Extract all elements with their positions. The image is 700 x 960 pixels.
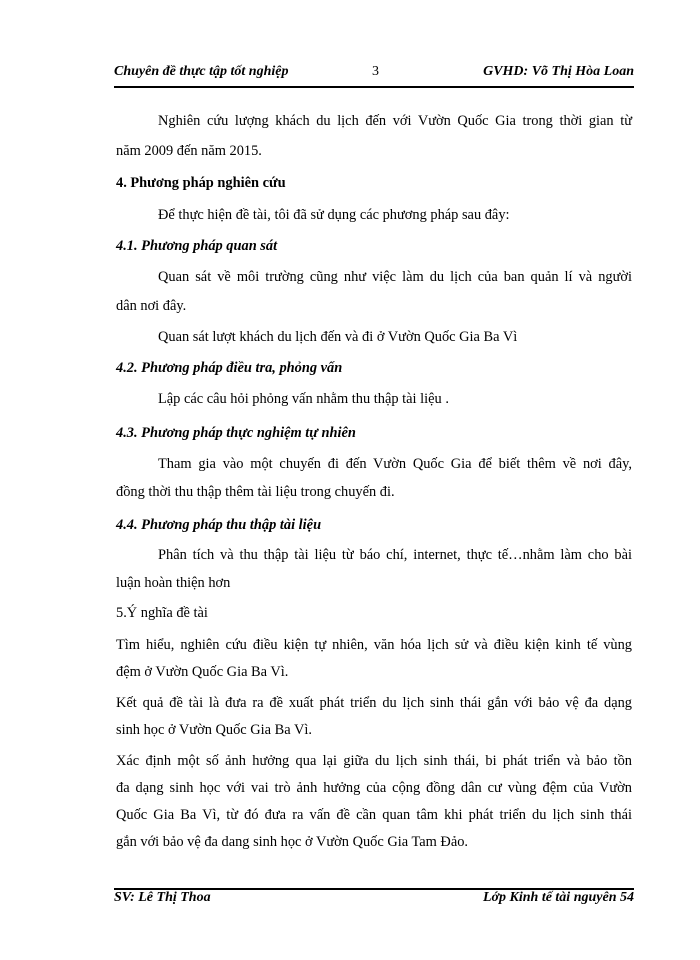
subsection-heading-4-1: 4.1. Phương pháp quan sát bbox=[116, 238, 278, 254]
footer-class-name: Lớp Kinh tế tài nguyên 54 bbox=[482, 890, 634, 905]
paragraph-line: đồng thời thu thập thêm tài liệu trong chuyến đi. bbox=[116, 484, 395, 500]
header-page-number: 3 bbox=[372, 64, 379, 79]
paragraph-line: Để thực hiện đề tài, tôi đã sử dụng các phương pháp sau đây: bbox=[158, 207, 510, 223]
subsection-heading-4-3: 4.3. Phương pháp thực nghiệm tự nhiên bbox=[116, 425, 356, 441]
footer-student-name: SV: Lê Thị Thoa bbox=[114, 890, 211, 905]
paragraph-line: Tìm hiểu, nghiên cứu điều kiện tự nhiên, văn hóa lịch sử và điều kiện kinh tế vùng bbox=[116, 637, 632, 653]
page-header bbox=[114, 64, 634, 88]
paragraph-line: Quan sát về môi trường cũng như việc làm du lịch của ban quản lí và người bbox=[158, 269, 632, 285]
paragraph-line: Quan sát lượt khách du lịch đến và đi ở Vườn Quốc Gia Ba Vì bbox=[158, 329, 518, 345]
subsection-heading-4-4: 4.4. Phương pháp thu thập tài liệu bbox=[116, 517, 322, 533]
paragraph-line: đa dạng sinh học với vai trò ảnh hưởng của cộng đồng dân cư vùng đệm của Vườn bbox=[116, 780, 632, 796]
paragraph-line: đệm ở Vườn Quốc Gia Ba Vì. bbox=[116, 664, 289, 680]
subsection-heading-4-2: 4.2. Phương pháp điều tra, phỏng vấn bbox=[116, 360, 343, 376]
section-heading-5: 5.Ý nghĩa đề tài bbox=[116, 605, 208, 621]
paragraph-line: sinh học ở Vườn Quốc Gia Ba Vì. bbox=[116, 722, 312, 738]
paragraph-line: Phân tích và thu thập tài liệu từ báo chí, internet, thực tế…nhằm làm cho bài bbox=[158, 547, 632, 563]
header-supervisor: GVHD: Võ Thị Hòa Loan bbox=[483, 64, 634, 79]
paragraph-line: luận hoàn thiện hơn bbox=[116, 575, 231, 591]
paragraph-line: năm 2009 đến năm 2015. bbox=[116, 143, 262, 159]
paragraph-line: Xác định một số ảnh hưởng qua lại giữa du lịch sinh thái, bi phát triển và bảo tồn bbox=[116, 753, 632, 769]
paragraph-line: Quốc Gia Ba Vì, từ đó đưa ra vấn đề cần quan tâm khi phát triển du lịch sinh thái bbox=[116, 807, 632, 823]
paragraph-line: Tham gia vào một chuyến đi đến Vườn Quốc Gia để biết thêm về nơi đây, bbox=[158, 456, 632, 472]
page-footer bbox=[114, 888, 634, 913]
paragraph-line: Nghiên cứu lượng khách du lịch đến với Vườn Quốc Gia trong thời gian từ bbox=[158, 113, 632, 129]
paragraph-line: Kết quả đề tài là đưa ra đề xuất phát triển du lịch sinh thái gắn với bảo vệ đa dạng bbox=[116, 695, 632, 711]
paragraph-line: gắn với bảo vệ đa dang sinh học ở Vườn Quốc Gia Tam Đảo. bbox=[116, 834, 469, 850]
section-heading-4: 4. Phương pháp nghiên cứu bbox=[116, 175, 286, 191]
header-document-title: Chuyên đề thực tập tốt nghiệp bbox=[114, 64, 289, 79]
paragraph-line: Lập các câu hỏi phỏng vấn nhằm thu thập tài liệu . bbox=[158, 391, 449, 407]
paragraph-line: dân nơi đây. bbox=[116, 298, 187, 314]
